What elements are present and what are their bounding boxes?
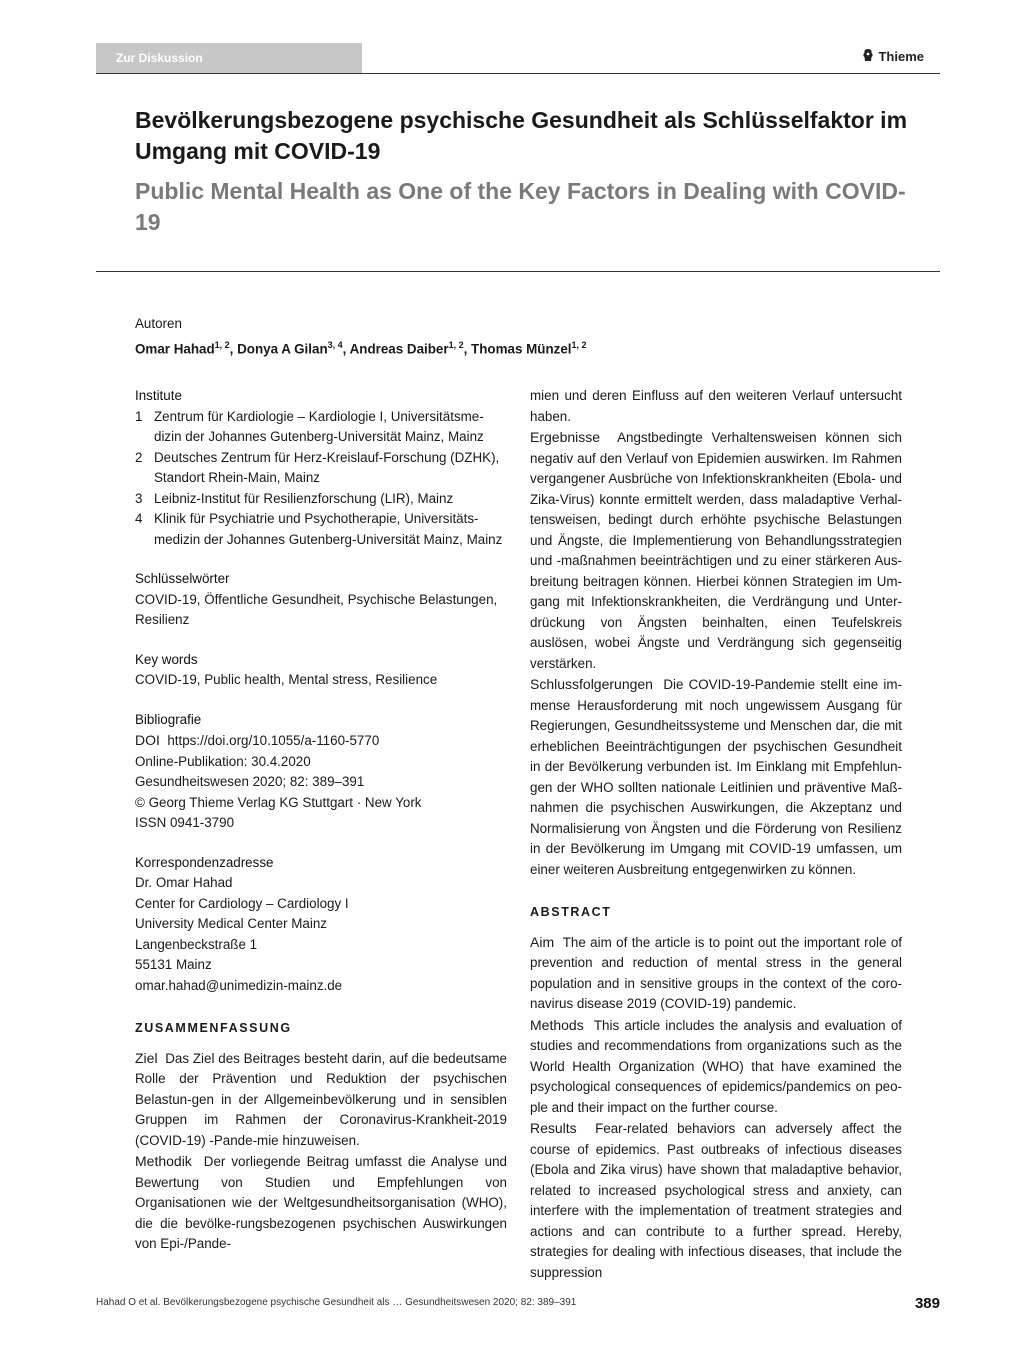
abstract-heading: ABSTRACT: [530, 905, 612, 919]
author-affiliation: 1, 2: [571, 339, 587, 350]
methodik-label: Methodik: [135, 1153, 192, 1169]
zusammenfassung-heading: ZUSAMMENFASSUNG: [135, 1021, 292, 1035]
keywords-english-section: [135, 650, 507, 691]
schluss-text: Die COVID-19-Pandemie stellt eine im-mense Herausforderung mit noch ungewissem Ausgang für Regierungen, Gesundheitssysteme und Menschen dar, die mit erheblichen Beeinträchtigungen der psychischen Gesundheit in der Bevölkerung verbunden ist. Im Einklang mit Empfehlun-gen der WHO sollten nationale Leitlinien und präventive Maß-nahmen die psychischen Auswirkungen, die Akzeptanz und Normalisierung von Ängsten und die Förderung von Resilienz in der Bevölkerung im Umgang mit COVID-19 umfassen, um einer weiteren Ausbreitung entgegenwirken zu können.: [530, 677, 902, 877]
ergebnisse-text: Angstbedingte Verhaltensweisen können sich negativ auf den Verlauf von Epidemien auswirken. Im Rahmen vergangener Ausbrüche von Infektionskrankheiten (Ebola- und Zika-Virus) konnte ermittelt werden, dass maladaptive Verhal-tensweisen, bedingt durch erhöhte psychische Belastungen und Ängste, die Implementierung von Behandlungsstrategien und -maßnahmen beeinträchtigen und zu einer stärkeren Aus-breitung beitragen können. Hierbei können Strategien im Um-gang mit Infektionskrankheiten, die Verdrängung und Unter-drückung von Ängsten beinhalten, einen Teufelskreis auslösen, wobei Ängste und Verdrängung sich gegenseitig verstärken.: [530, 430, 902, 671]
correspondence-line: 55131 Mainz: [135, 957, 212, 972]
section-label: Zur Diskussion: [96, 43, 362, 74]
institute-number: 4: [135, 511, 143, 526]
results-text: Fear-related behaviors can adversely affect the course of epidemics. Past outbreaks of infectious diseases (Ebola and Zika virus) have shown that maladaptive behavior, related to increased psychological stress and anxiety, can interfere with the implementation of treatment strategies and actions and can contribute to a further spread. Hereby, strategies for dealing with infectious diseases, that include the suppression: [530, 1121, 902, 1280]
keywords-german-section: [135, 569, 507, 631]
institutes-section: [135, 386, 507, 550]
institute-item: [135, 509, 507, 550]
methods-text: This article includes the analysis and evaluation of studies and recommendations from organizations such as the World Health Organization (WHO) that have examined the psychological consequences of epidemics/pandemics on peo-ple and their impact on the further course.: [530, 1017, 902, 1115]
institute-number: 1: [135, 408, 143, 424]
institute-text: Deutsches Zentrum für Herz-Kreislauf-Forschung (DZHK), Standort Rhein-Main, Mainz: [154, 449, 500, 485]
page-number: 389: [914, 1295, 940, 1312]
institute-number: 3: [135, 490, 143, 506]
methodik-continued: mien und deren Einfluss auf den weiteren Verlauf untersucht haben.: [530, 388, 902, 424]
author-affiliation: 1, 2: [214, 339, 230, 350]
copyright: © Georg Thieme Verlag KG Stuttgart · New York: [135, 794, 422, 810]
institute-text: Leibniz-Institut für Resilienzforschung (LIR), Mainz: [154, 490, 454, 506]
institute-item: [135, 489, 507, 510]
ziel-text: Das Ziel des Beitrages besteht darin, auf die bedeutsame Rolle der Prävention und Reduktion der psychischen Belastun-gen in der Allgemeinbevölkerung und in sensiblen Gruppen im Rahmen der Coronavirus-Krankheit-2019 (COVID-19) -Pande-mie hinzuweisen.: [135, 1050, 507, 1148]
correspondence-section: [135, 853, 507, 997]
author-name: Donya A Gilan: [237, 340, 328, 356]
methodik-text: Der vorliegende Beitrag umfasst die Analyse und Bewertung von Studien und Empfehlungen von Organisationen wie der Weltgesundheitsorganisation (WHO), die die bevölke-rungsbezogenen psychischen Auswirkungen von Epi-/Pande-: [135, 1154, 507, 1251]
institute-text: Zentrum für Kardiologie – Kardiologie I, Universitätsme-dizin der Johannes Gutenberg-Universität Mainz, Mainz: [154, 408, 484, 444]
zusammenfassung-body: [135, 1048, 507, 1255]
aim-paragraph: [530, 932, 902, 1015]
schluss-label: Schlussfolgerungen: [530, 676, 653, 692]
author-name: Omar Hahad: [135, 340, 215, 356]
abstract-body: [530, 932, 902, 1284]
institutes-label: Institute: [135, 388, 182, 403]
doi-label: DOI: [135, 732, 160, 748]
right-column: [530, 386, 902, 1283]
doi-link[interactable]: https://doi.org/10.1055/a-1160-5770: [167, 733, 380, 748]
authors-list: Omar Hahad$^{1, 2}$, Donya A Gilan$^{3, 4}$, Andreas Daiber$^{1, 2}$, Thomas Münzel$^{1, 2}$: [135, 339, 587, 356]
keywords-german-label: Schlüsselwörter: [135, 571, 230, 586]
header-divider: [96, 73, 940, 74]
author-name: Andreas Daiber: [349, 340, 449, 356]
keywords-english-label: Key words: [135, 651, 198, 667]
results-label: Results: [530, 1120, 577, 1136]
bibliography-section: [135, 710, 507, 834]
authors-label: Autoren: [135, 316, 182, 331]
abstract-section: [530, 902, 902, 1283]
publisher-brand: [862, 48, 924, 65]
title-english: Public Mental Health as One of the Key Factors in Dealing with COVID-19: [135, 178, 906, 235]
keywords-german-text: COVID-19, Öffentliche Gesundheit, Psychische Belastungen, Resilienz: [135, 591, 498, 627]
left-column: [135, 386, 507, 1255]
author-name: Thomas Münzel: [471, 340, 572, 356]
methods-paragraph: [530, 1015, 902, 1119]
ergebnisse-paragraph: [530, 427, 902, 674]
ziel-paragraph: [135, 1048, 507, 1152]
issn: ISSN 0941-3790: [135, 815, 235, 830]
correspondence-line: Center for Cardiology – Cardiology I: [135, 895, 349, 911]
aim-text: The aim of the article is to point out the important role of prevention and reduction of mental stress in the general population and in sensitive groups in the context of the coro-navirus disease 2019 (COVID-19) pandemic.: [530, 934, 903, 1011]
correspondence-email[interactable]: omar.hahad@unimedizin-mainz.de: [135, 977, 343, 993]
correspondence-line: University Medical Center Mainz: [135, 916, 327, 931]
footer-citation: Hahad O et al. Bevölkerungsbezogene psychische Gesundheit als … Gesundheitswesen 2020; 82: 389–391: [96, 1297, 577, 1308]
correspondence-line: Langenbeckstraße 1: [135, 936, 258, 952]
authors-block: [135, 314, 895, 359]
institute-number: 2: [135, 449, 143, 465]
online-publication: Online-Publikation: 30.4.2020: [135, 753, 311, 769]
zusammenfassung-section: [135, 1018, 507, 1255]
zusammenfassung-continued: [530, 386, 902, 880]
title-german: Bevölkerungsbezogene psychische Gesundheit als Schlüsselfaktor im Umgang mit COVID-19: [135, 107, 908, 164]
author-affiliation: 1, 2: [448, 339, 464, 350]
keywords-english-text: COVID-19, Public health, Mental stress, Resilience: [135, 672, 438, 687]
methods-label: Methods: [530, 1016, 584, 1033]
ziel-label: Ziel: [135, 1049, 158, 1066]
thieme-logo-icon: [862, 48, 874, 65]
brand-name: Thieme: [878, 49, 924, 64]
bibliography-label: Bibliografie: [135, 711, 202, 727]
correspondence-line: Dr. Omar Hahad: [135, 875, 233, 890]
institute-item: [135, 407, 507, 448]
aim-label: Aim: [530, 933, 555, 950]
results-paragraph: [530, 1118, 902, 1283]
schluss-paragraph: [530, 674, 902, 880]
doi-line: [135, 730, 507, 752]
institute-text: Klinik für Psychiatrie und Psychotherapie, Universitäts-medizin der Johannes Gutenberg-Universität Mainz, Mainz: [154, 511, 503, 547]
correspondence-label: Korrespondenzadresse: [135, 854, 274, 870]
author-affiliation: 3, 4: [327, 339, 343, 350]
institute-item: [135, 448, 507, 489]
methodik-paragraph: [135, 1151, 507, 1255]
title-divider: [96, 271, 940, 272]
ergebnisse-label: Ergebnisse: [530, 429, 601, 445]
journal-reference: Gesundheitswesen 2020; 82: 389–391: [135, 774, 365, 789]
